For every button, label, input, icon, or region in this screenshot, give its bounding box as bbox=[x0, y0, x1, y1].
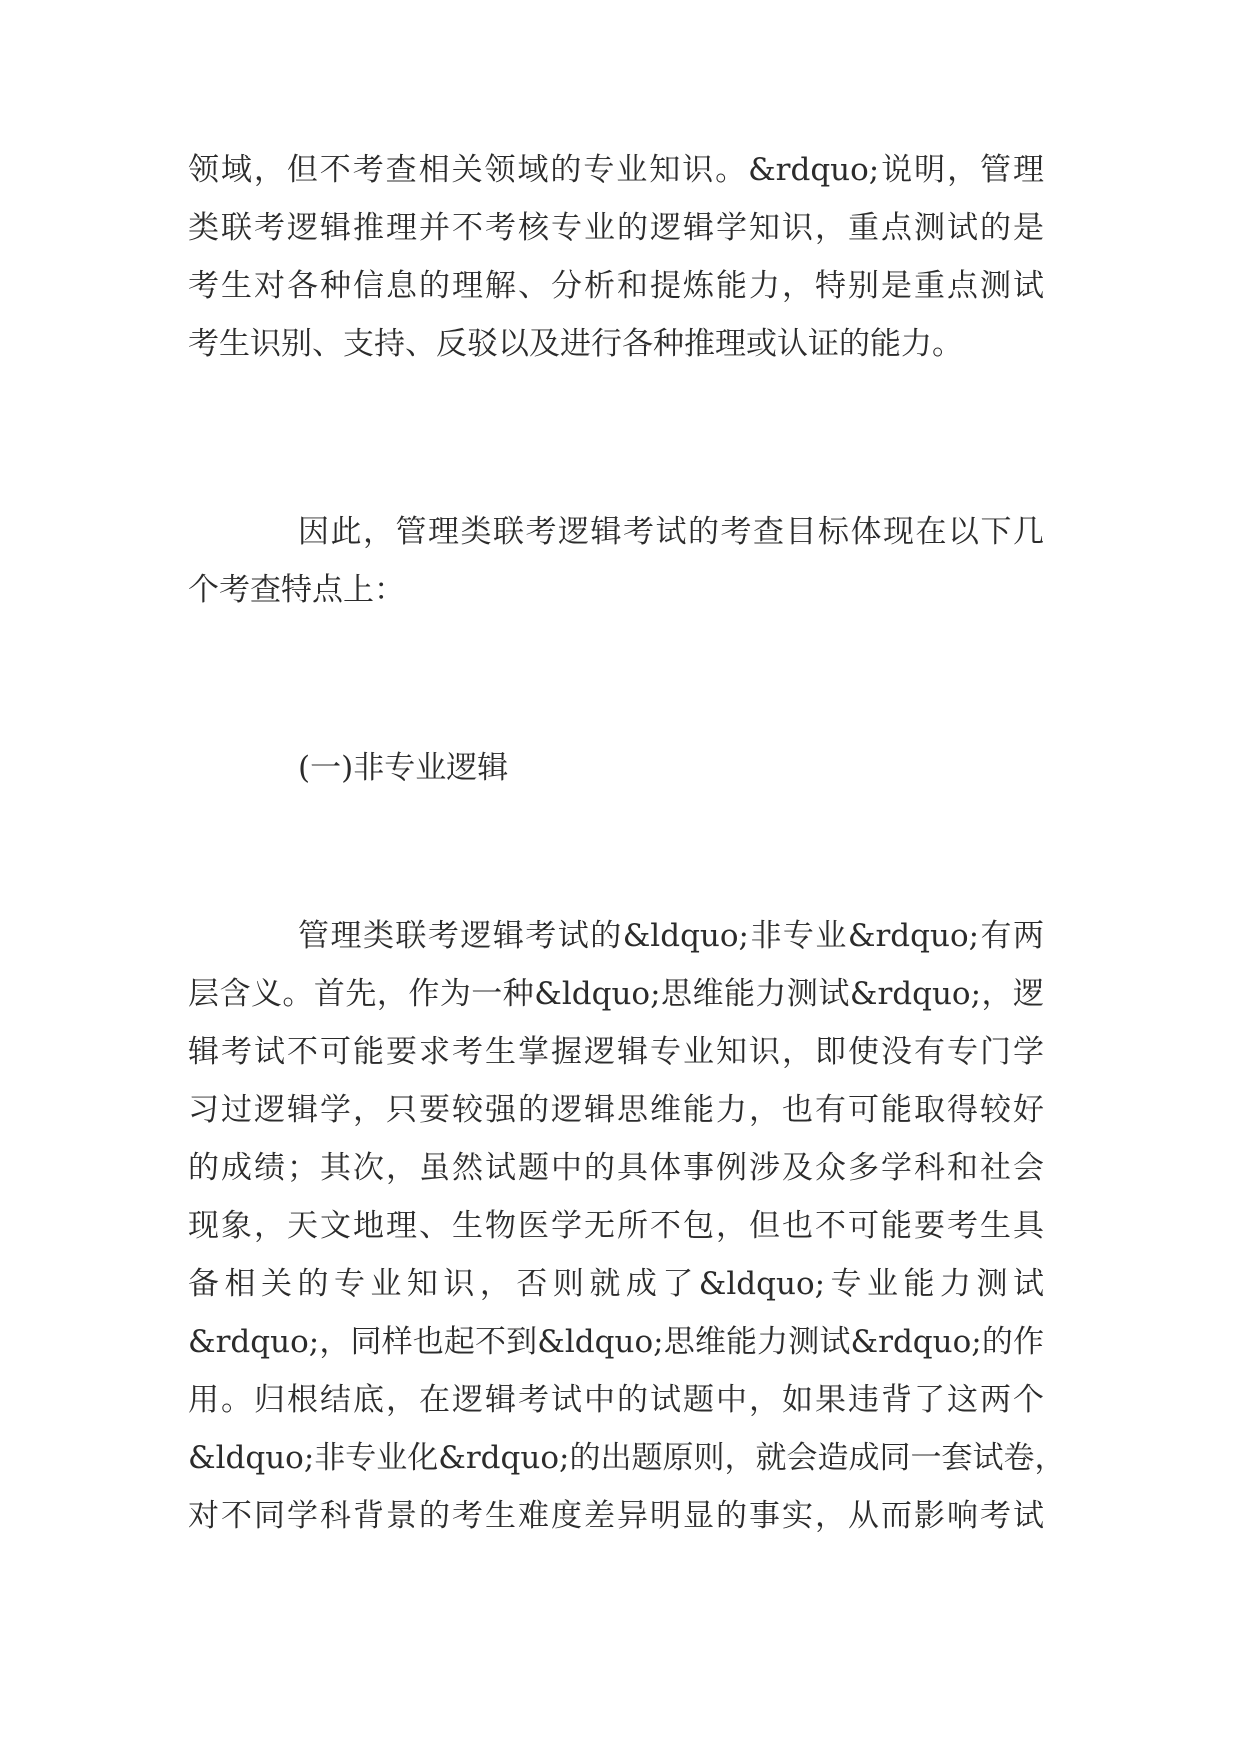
paragraph-3-line-9: 用。归根结底，在逻辑考试中的试题中，如果违背了这两个 bbox=[188, 1382, 1044, 1418]
paragraph-3-line-4: 习过逻辑学，只要较强的逻辑思维能力，也有可能取得较好 bbox=[188, 1092, 1044, 1128]
paragraph-3-line-2: 层含义。首先，作为一种&ldquo;思维能力测试&rdquo;，逻 bbox=[188, 976, 1044, 1012]
paragraph-3-line-8: &rdquo;，同样也起不到&ldquo;思维能力测试&rdquo;的作 bbox=[188, 1324, 1044, 1360]
paragraph-3-line-3: 辑考试不可能要求考生掌握逻辑专业知识，即使没有专门学 bbox=[188, 1034, 1044, 1070]
paragraph-2-line-2: 个考查特点上： bbox=[188, 572, 405, 608]
section-heading: (一)非专业逻辑 bbox=[298, 750, 509, 786]
paragraph-3-line-7: 备相关的专业知识，否则就成了&ldquo;专业能力测试 bbox=[188, 1266, 1044, 1302]
paragraph-3-line-5: 的成绩；其次，虽然试题中的具体事例涉及众多学科和社会 bbox=[188, 1150, 1044, 1186]
paragraph-1-line-4: 考生识别、支持、反驳以及进行各种推理或认证的能力。 bbox=[188, 326, 963, 362]
paragraph-1-line-1: 领域，但不考查相关领域的专业知识。&rdquo;说明，管理 bbox=[188, 152, 1044, 188]
paragraph-3-line-11: 对不同学科背景的考生难度差异明显的事实，从而影响考试 bbox=[188, 1498, 1044, 1534]
paragraph-3-line-10: &ldquo;非专业化&rdquo;的出题原则，就会造成同一套试卷， bbox=[188, 1440, 1066, 1476]
paragraph-3-line-1: 管理类联考逻辑考试的&ldquo;非专业&rdquo;有两 bbox=[298, 918, 1044, 954]
paragraph-1-line-3: 考生对各种信息的理解、分析和提炼能力，特别是重点测试 bbox=[188, 268, 1044, 304]
paragraph-2-line-1: 因此，管理类联考逻辑考试的考查目标体现在以下几 bbox=[298, 514, 1044, 550]
paragraph-1-line-2: 类联考逻辑推理并不考核专业的逻辑学知识，重点测试的是 bbox=[188, 210, 1044, 246]
paragraph-3-line-6: 现象，天文地理、生物医学无所不包，但也不可能要考生具 bbox=[188, 1208, 1044, 1244]
